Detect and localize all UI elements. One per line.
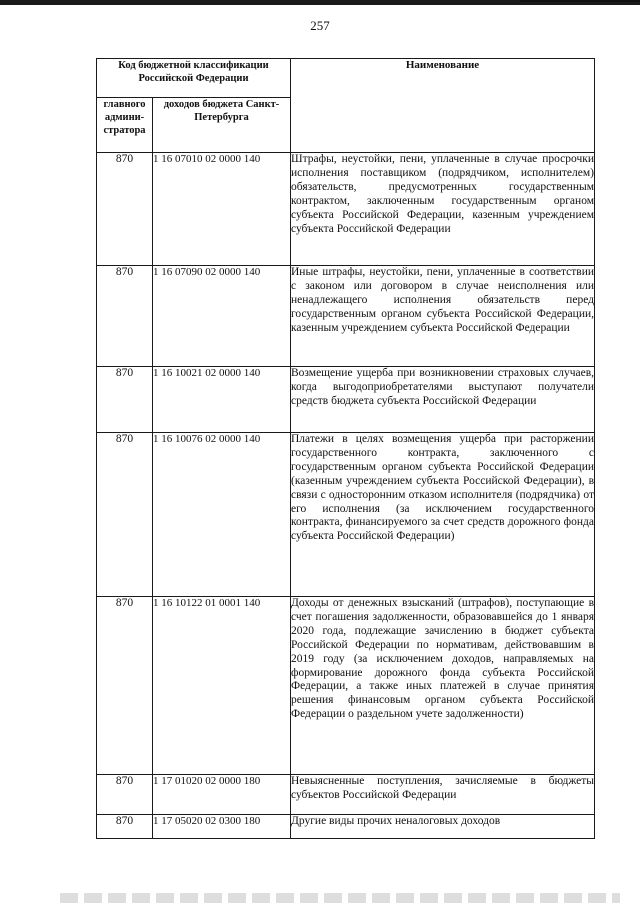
admin-code-cell: 870	[97, 775, 153, 815]
name-cell: Доходы от денежных взысканий (штрафов), поступающие в счет погашения задолженности, образовавшейся до 1 января 2020 года, подлежащие зачислению в бюджет субъекта Российской Федерации по нормативам, действовавшим в 2019 году (за исключением доходов, направляемых на формирование дорожного фонда субъекта Российской Федерации, а также иных платежей в случае принятия решения финансовым органом субъекта Российской Федерации о раздельном учете задолженности)	[291, 597, 595, 775]
table-row	[97, 775, 595, 815]
income-code-cell: 1 16 10122 01 0001 140	[153, 597, 291, 775]
table-row	[97, 433, 595, 597]
income-code-cell: 1 16 10076 02 0000 140	[153, 433, 291, 597]
table-row	[97, 597, 595, 775]
name-cell: Платежи в целях возмещения ущерба при расторжении государственного контракта, заключенного с государственным органом субъекта Российской Федерации (казенным учреждением субъекта Российской Федерации), в связи с односторонним отказом исполнителя (подрядчика) от его исполнения (за исключением государственного контракта, финансируемого за счет средств дорожного фонда субъекта Российской Федерации)	[291, 433, 595, 597]
table-row	[97, 266, 595, 367]
table-header	[97, 59, 595, 153]
name-cell: Штрафы, неустойки, пени, уплаченные в случае просрочки исполнения поставщиком (подрядчиком, исполнителем) обязательств, предусмотренных государственным контрактом, заключенным государственным органом субъекта Российской Федерации, казенным учреждением субъекта Российской Федерации	[291, 153, 595, 266]
admin-code-cell: 870	[97, 597, 153, 775]
top-border-accent	[520, 0, 640, 2]
income-code-cell: 1 16 07090 02 0000 140	[153, 266, 291, 367]
admin-code-cell: 870	[97, 815, 153, 839]
name-cell: Иные штрафы, неустойки, пени, уплаченные в соответствии с законом или договором в случае неисполнения или ненадлежащего исполнения обязательств перед государственным органом субъекта Российской Федерации, казенным учреждением субъекта Российской Федерации	[291, 266, 595, 367]
table-row	[97, 815, 595, 839]
table-row	[97, 153, 595, 266]
budget-classification-table	[96, 58, 595, 839]
header-admin: главного админи-стратора	[97, 98, 153, 153]
name-cell: Невыясненные поступления, зачисляемые в бюджеты субъектов Российской Федерации	[291, 775, 595, 815]
income-code-cell: 1 17 05020 02 0300 180	[153, 815, 291, 839]
header-name: Наименование	[291, 59, 595, 153]
income-code-cell: 1 17 01020 02 0000 180	[153, 775, 291, 815]
header-code-group: Код бюджетной классификации Российской Федерации	[97, 59, 291, 98]
admin-code-cell: 870	[97, 266, 153, 367]
name-cell: Возмещение ущерба при возникновении страховых случаев, когда выгодоприобретателями выступают получатели средств бюджета субъекта Российской Федерации	[291, 367, 595, 433]
admin-code-cell: 870	[97, 367, 153, 433]
name-cell: Другие виды прочих неналоговых доходов	[291, 815, 595, 839]
admin-code-cell: 870	[97, 433, 153, 597]
header-income: доходов бюджета Санкт-Петербурга	[153, 98, 291, 153]
page-number: 257	[310, 18, 330, 33]
scan-artifact-footer	[60, 893, 620, 903]
income-code-cell: 1 16 10021 02 0000 140	[153, 367, 291, 433]
table-row	[97, 367, 595, 433]
table-body	[97, 153, 595, 839]
admin-code-cell: 870	[97, 153, 153, 266]
income-code-cell: 1 16 07010 02 0000 140	[153, 153, 291, 266]
